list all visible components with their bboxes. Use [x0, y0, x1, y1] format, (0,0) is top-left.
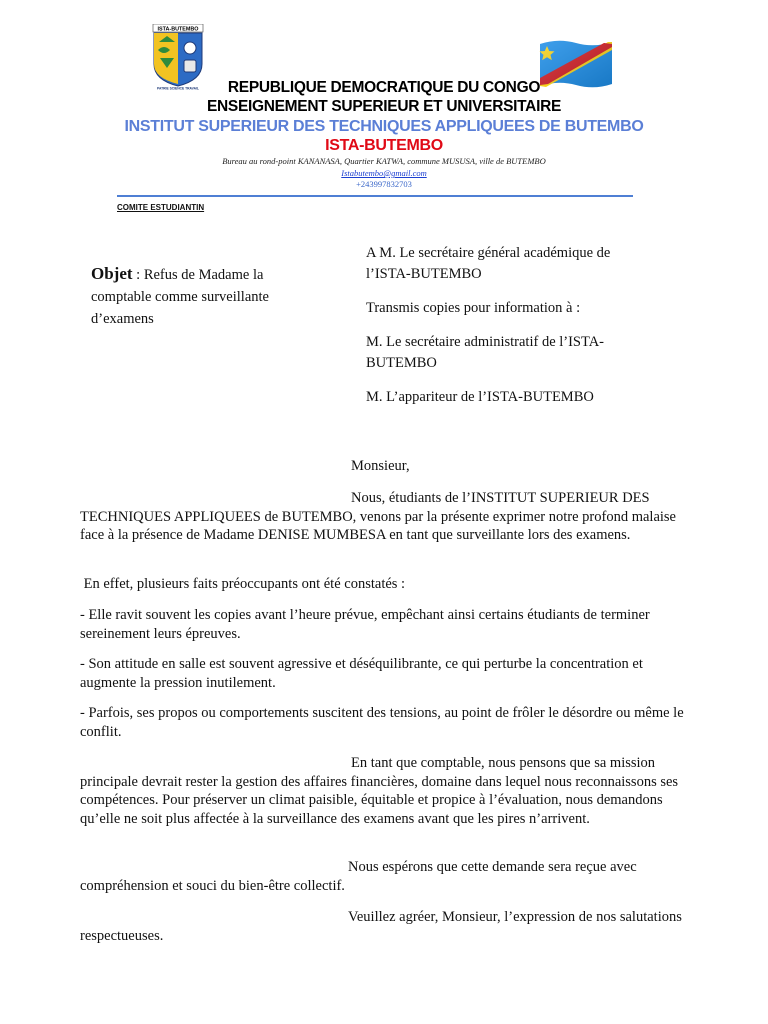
header-divider — [117, 195, 633, 197]
subject-block — [91, 263, 301, 330]
body-paragraph-intro — [80, 489, 685, 545]
institute-acronym-heading: ISTA-BUTEMBO — [325, 137, 443, 154]
institute-name-heading: INSTITUT SUPERIEUR DES TECHNIQUES APPLIQUEES DE BUTEMBO — [124, 118, 644, 135]
copy-recipient-admin: M. Le secrétaire administratif de l’ISTA-BUTEMBO — [366, 334, 604, 371]
logo-motto: PATRIE SCIENCE TRAVAIL — [157, 86, 199, 90]
country-heading: REPUBLIQUE DEMOCRATIQUE DU CONGO — [227, 79, 541, 96]
committee-label: COMITE ESTUDIANTIN — [117, 203, 205, 212]
subject-text: : Refus de Madame la comptable comme surveillante d’examens — [91, 267, 269, 327]
body-paragraph-facts: En effet, plusieurs faits préoccupants ont été constatés : — [80, 576, 406, 592]
copies-intro: Transmis copies pour information à : — [366, 300, 581, 316]
email-link[interactable]: Istabutembo@gmail.com — [341, 168, 427, 178]
logo-text: ISTA-BUTEMBO — [157, 26, 199, 33]
request-text: En tant que comptable, nous pensons que sa mission principale devrait rester la gestion des affaires financières, domaine dans lequel nous reconnaissons ses compétences. Pour préserver un climat paisible, équitable et propice à l’évaluation, nous demandons qu’elle ne soit plus affectée à la surveillance des examens avant que les pires n’arrivent. — [80, 755, 679, 827]
body-paragraph-request — [80, 754, 685, 828]
subject-label: Objet — [91, 264, 133, 283]
intro-rest: TECHNIQUES APPLIQUEES de BUTEMBO, venons par la présente exprimer notre profond malaise face à la présence de Madame DENISE MUMBESA en tant que surveillante lors des examens. — [80, 508, 676, 543]
copy-recipient-apparitor: M. L’appariteur de l’ISTA-BUTEMBO — [366, 389, 594, 405]
closing-text: Veuillez agréer, Monsieur, l’expression de nos salutations respectueuses. — [80, 909, 682, 944]
intro-start: Nous, étudiants de l’INSTITUT SUPERIEUR DES — [351, 490, 650, 506]
ministry-heading: ENSEIGNEMENT SUPERIEUR ET UNIVERSITAIRE — [206, 98, 562, 115]
phone-number: +243997832703 — [356, 179, 412, 189]
body-bullet-3: - Parfois, ses propos ou comportements suscitent des tensions, au point de frôler le désordre ou même le conflit. — [80, 705, 684, 740]
recipient-main: A M. Le secrétaire général académique de l’ISTA-BUTEMBO — [366, 245, 611, 282]
body-closing — [80, 908, 685, 945]
salutation: Monsieur, — [351, 458, 410, 474]
address-line: Bureau au rond-point KANANASA, Quartier KATWA, commune MUSUSA, ville de BUTEMBO — [222, 156, 546, 166]
body-bullet-1: - Elle ravit souvent les copies avant l’heure prévue, empêchant ainsi certains étudiants de terminer sereinement leurs épreuves. — [80, 607, 650, 642]
body-paragraph-hope — [80, 858, 685, 895]
body-bullet-2: - Son attitude en salle est souvent agressive et déséquilibrante, ce qui perturbe la concentration et augmente la pression inutilement. — [80, 656, 643, 691]
hope-text: Nous espérons que cette demande sera reçue avec compréhension et souci du bien-être collectif. — [80, 859, 637, 894]
